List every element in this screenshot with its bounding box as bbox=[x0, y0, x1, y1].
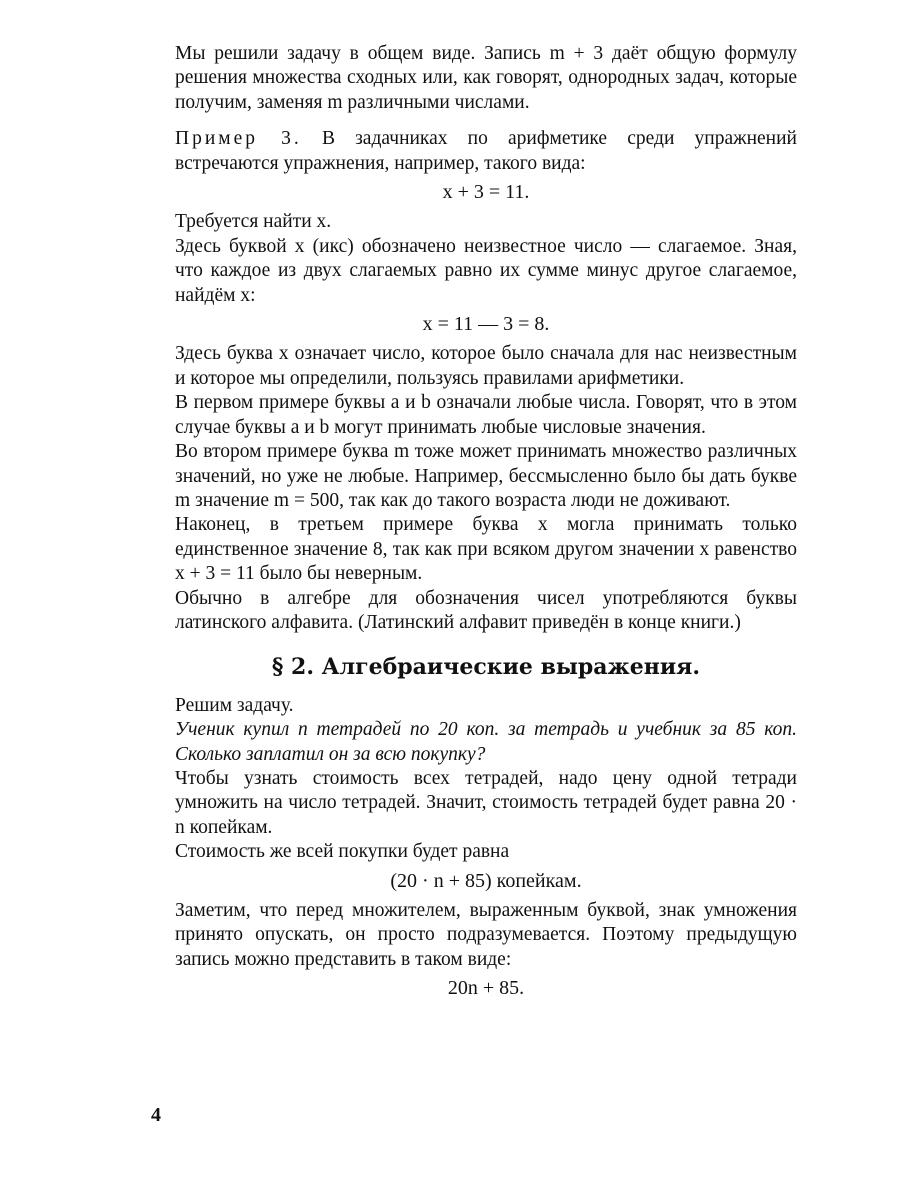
section-title: § 2. Алгебраические выражения. bbox=[271, 654, 701, 681]
paragraph-latin-alphabet: Обычно в алгебре для обозначения чисел употребляются буквы латинского алфавита. (Латинский алфавит приведён в конце книги.) bbox=[175, 587, 797, 633]
paragraph-second-example: Во втором примере буква m тоже может принимать множество различных значений, но уже не любые. Например, бессмысленно было бы дать букве m значение m = 500, так как до такого возраста люди не доживают. bbox=[175, 441, 797, 511]
paragraph-letter-meaning: Здесь буква x означает число, которое было сначала для нас неизвестным и которое мы определили, пользуясь правилами арифметики. bbox=[175, 343, 797, 389]
example-3-text: В задачниках по арифметике среди упражнений встречаются упражнения, например, такого вида: bbox=[175, 128, 797, 174]
formula-20n-plus-85: 20n + 85. bbox=[447, 977, 525, 1000]
paragraph-first-example: В первом примере буквы a и b означали любые числа. Говорят, что в этом случае буквы a и b могут принимать любые числовые значения. bbox=[175, 392, 797, 438]
paragraph-general-formula: Мы решили задачу в общем виде. Запись m + 3 даёт общую формулу решения множества сходных или, как говорят, однородных задач, которые получим, заменяя m различными числами. bbox=[175, 43, 797, 113]
paragraph-notebook-cost: Чтобы узнать стоимость всех тетрадей, надо цену одной тетради умножить на число тетрадей. Значит, стоимость тетрадей будет равна 20 · n копейкам. bbox=[175, 767, 797, 838]
paragraph-example-3 bbox=[175, 127, 797, 176]
formula-x-plus-3: x + 3 = 11. bbox=[442, 181, 530, 204]
example-3-label: Пример 3. bbox=[175, 128, 302, 150]
paragraph-multiplication-sign: Заметим, что перед множителем, выраженным буквой, знак умножения принято опускать, он просто подразумевается. Поэтому предыдущую запись можно представить в таком виде: bbox=[175, 900, 797, 970]
page-number: 4 bbox=[151, 1104, 161, 1126]
paragraph-solve-problem: Решим задачу. bbox=[175, 694, 294, 716]
paragraph-total-cost: Стоимость же всей покупки будет равна bbox=[175, 841, 510, 863]
paragraph-third-example: Наконец, в третьем примере буква x могла принимать только единственное значение 8, так как при всяком другом значении x равенство x + 3 = 11 было бы неверным. bbox=[175, 514, 797, 585]
paragraph-problem-statement: Ученик купил n тетрадей по 20 коп. за тетрадь и учебник за 85 коп. Сколько заплатил он за всю покупку? bbox=[175, 719, 797, 765]
page-text bbox=[175, 42, 797, 1007]
formula-total-cost: (20 · n + 85) копейкам. bbox=[390, 869, 582, 892]
formula-x-equals-8: x = 11 — 3 = 8. bbox=[422, 313, 550, 336]
paragraph-find-x: Требуется найти x. bbox=[175, 211, 332, 233]
paragraph-unknown-addend: Здесь буквой x (икс) обозначено неизвестное число — слагаемое. Зная, что каждое из двух слагаемых равно их сумме минус другое слагаемое, найдём x: bbox=[175, 235, 797, 306]
